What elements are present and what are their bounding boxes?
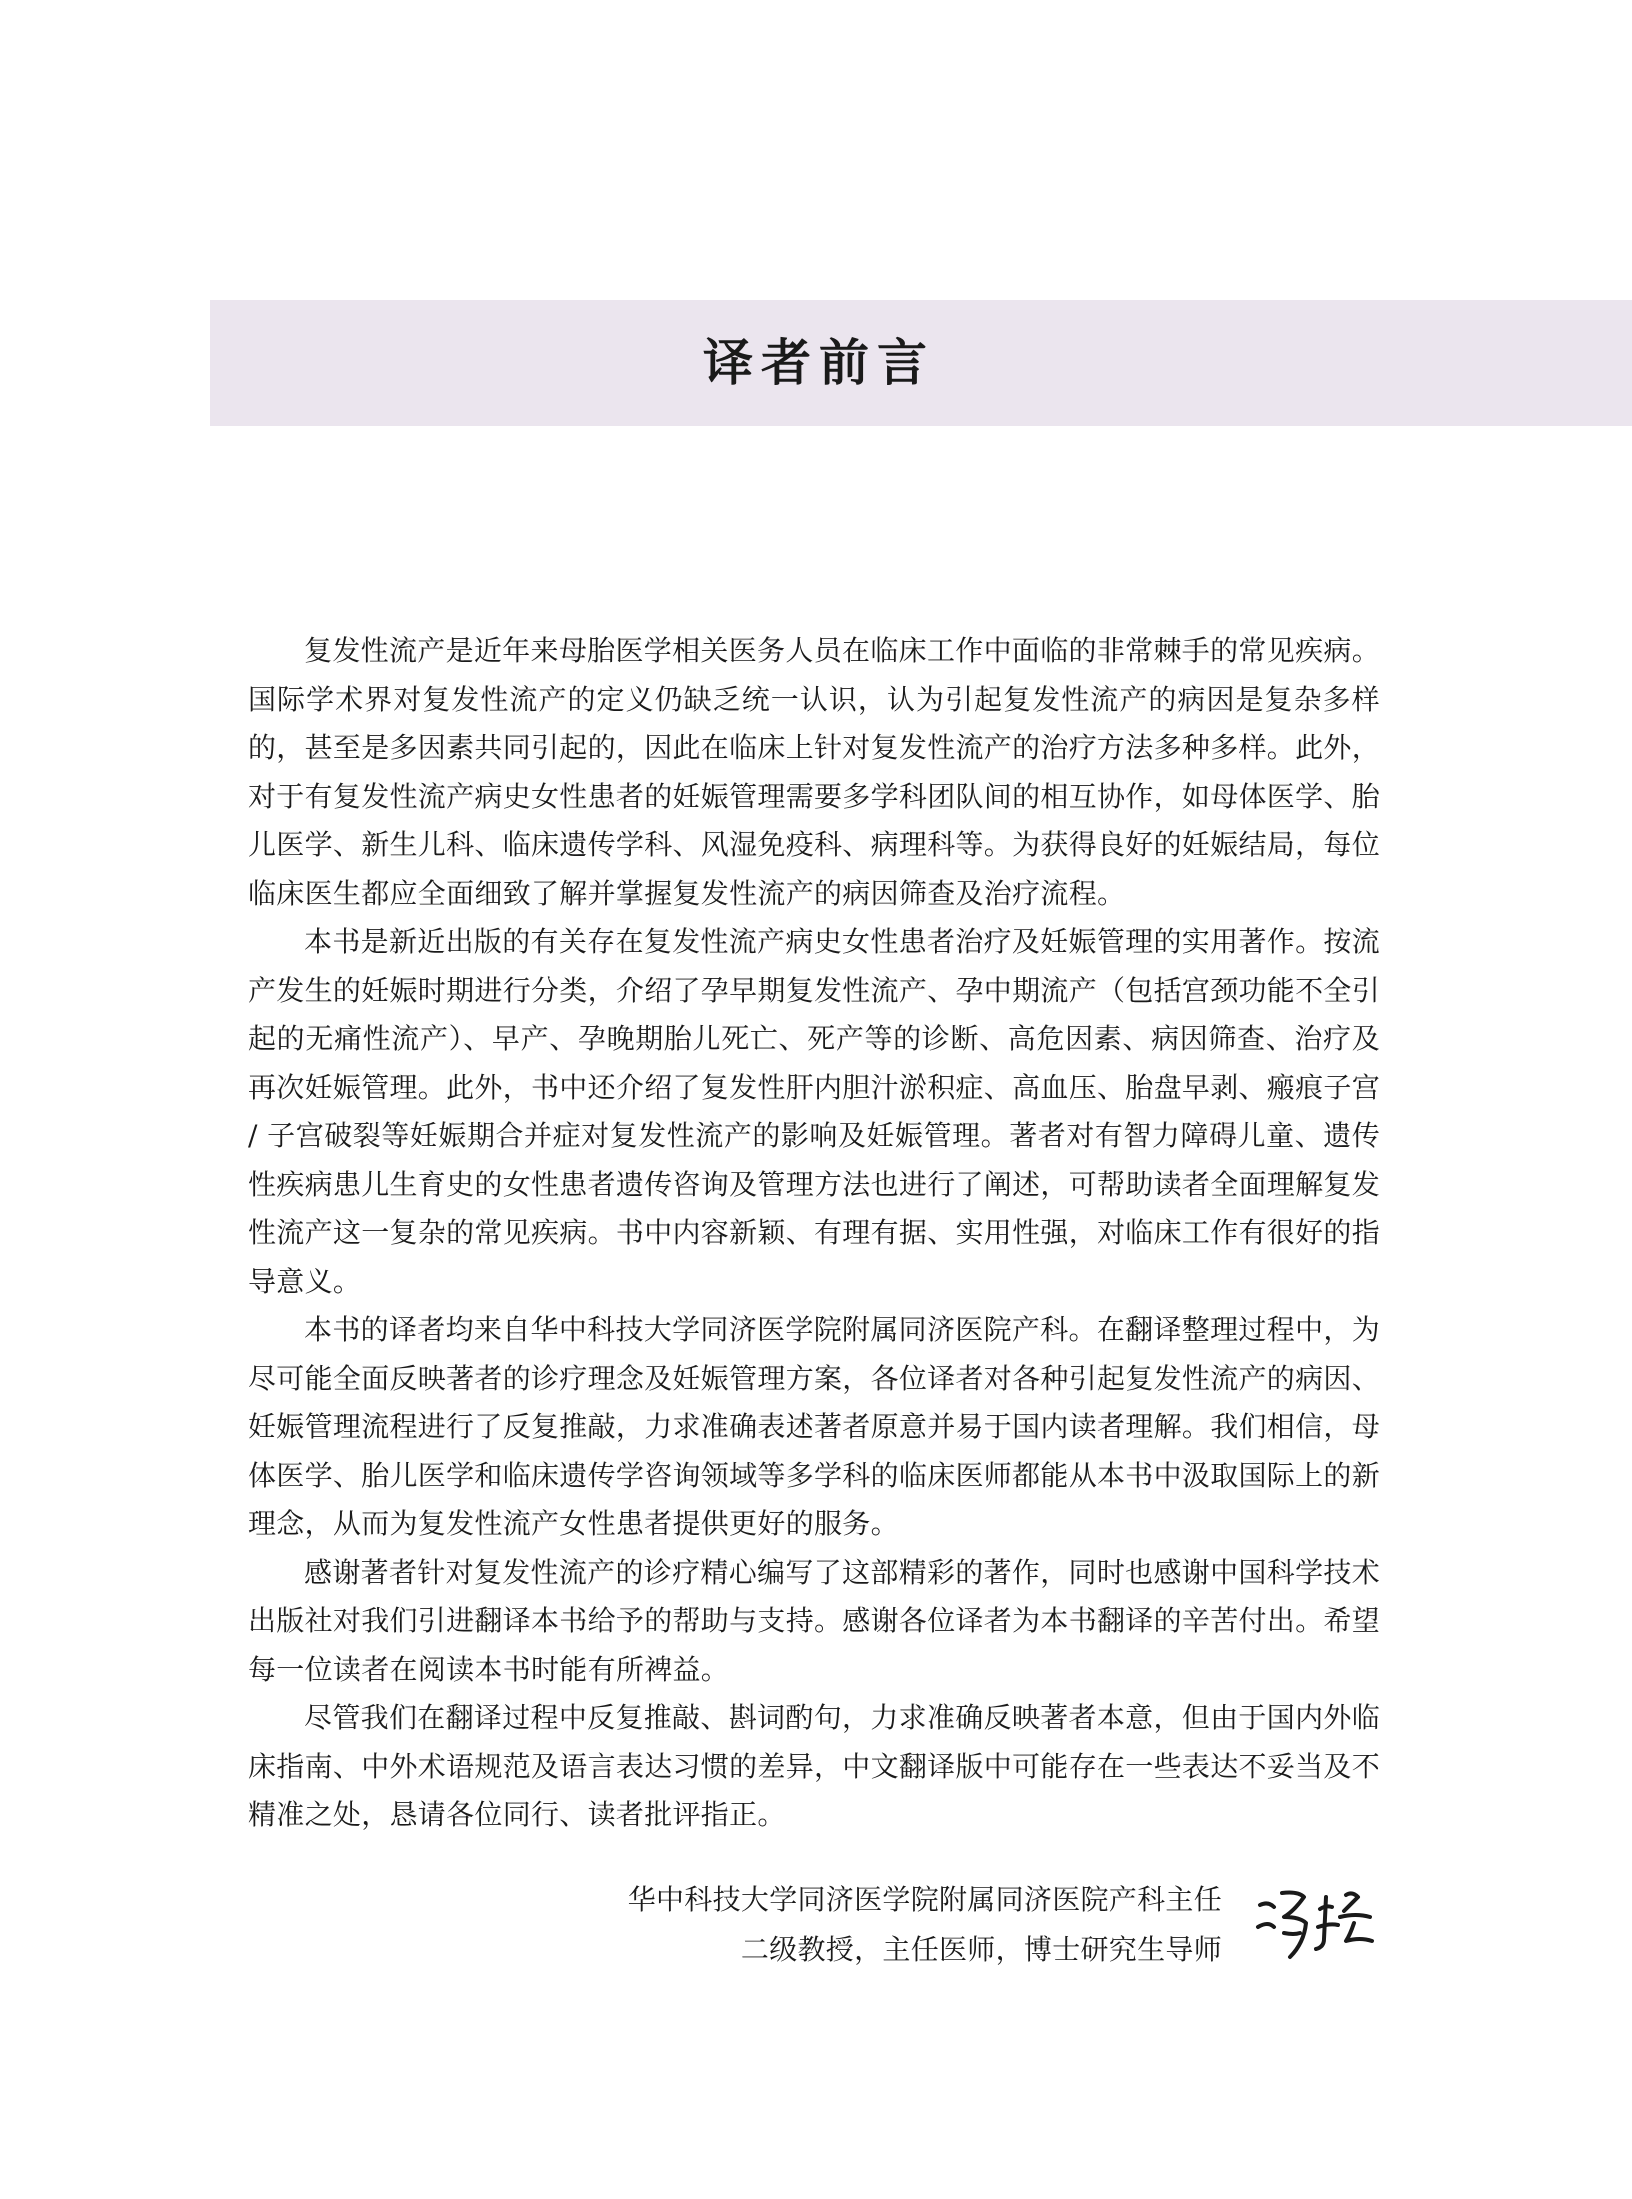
paragraph-3: 本书的译者均来自华中科技大学同济医学院附属同济医院产科。在翻译整理过程中，为尽可能全面反映著者的诊疗理念及妊娠管理方案，各位译者对各种引起复发性流产的病因、妊娠管理流程进行了反复推敲，力求准确表述著者原意并易于国内读者理解。我们相信，母体医学、胎儿医学和临床遗传学咨询领域等多学科的临床医师都能从本书中汲取国际上的新理念，从而为复发性流产女性患者提供更好的服务。 xyxy=(248,1313,1381,1540)
handwritten-signature xyxy=(1254,1883,1379,1965)
page-title: 译者前言 xyxy=(703,334,935,392)
paragraph-1: 复发性流产是近年来母胎医学相关医务人员在临床工作中面临的非常棘手的常见疾病。国际学术界对复发性流产的定义仍缺乏统一认识，认为引起复发性流产的病因是复杂多样的，甚至是多因素共同引起的，因此在临床上针对复发性流产的治疗方法多种多样。此外，对于有复发性流产病史女性患者的妊娠管理需要多学科团队间的相互协作，如母体医学、胎儿医学、新生儿科、临床遗传学科、风湿免疫科、病理科等。为获得良好的妊娠结局，每位临床医生都应全面细致了解并掌握复发性流产的病因筛查及治疗流程。 xyxy=(248,634,1381,910)
paragraph-5: 尽管我们在翻译过程中反复推敲、斟词酌句，力求准确反映著者本意，但由于国内外临床指南、中外术语规范及语言表达习惯的差异，中文翻译版中可能存在一些表达不妥当及不精准之处，恳请各位同行、读者批评指正。 xyxy=(248,1701,1381,1831)
paragraph-2: 本书是新近出版的有关存在复发性流产病史女性患者治疗及妊娠管理的实用著作。按流产发生的妊娠时期进行分类，介绍了孕早期复发性流产、孕中期流产（包括宫颈功能不全引起的无痛性流产）、早产、孕晚期胎儿死亡、死产等的诊断、高危因素、病因筛查、治疗及再次妊娠管理。此外，书中还介绍了复发性肝内胆汁淤积症、高血压、胎盘早剥、瘢痕子宫 / 子宫破裂等妊娠期合并症对复发性流产的影响及妊娠管理。著者对有智力障碍儿童、遗传性疾病患儿生育史的女性患者遗传咨询及管理方法也进行了阐述，可帮助读者全面理解复发性流产这一复杂的常见疾病。书中内容新颖、有理有据、实用性强，对临床工作有很好的指导意义。 xyxy=(248,925,1381,1298)
paragraph-4: 感谢著者针对复发性流产的诊疗精心编写了这部精彩的著作，同时也感谢中国科学技术出版社对我们引进翻译本书给予的帮助与支持。感谢各位译者为本书翻译的辛苦付出。希望每一位读者在阅读本书时能有所裨益。 xyxy=(248,1555,1381,1686)
signature-titles: 二级教授，主任医师，博士研究生导师 xyxy=(740,1933,1222,1966)
signature-block xyxy=(628,1875,1222,1975)
preface-body xyxy=(248,627,1380,1840)
signature-affiliation: 华中科技大学同济医学院附属同济医院产科主任 xyxy=(627,1883,1222,1916)
title-band xyxy=(210,300,1632,426)
